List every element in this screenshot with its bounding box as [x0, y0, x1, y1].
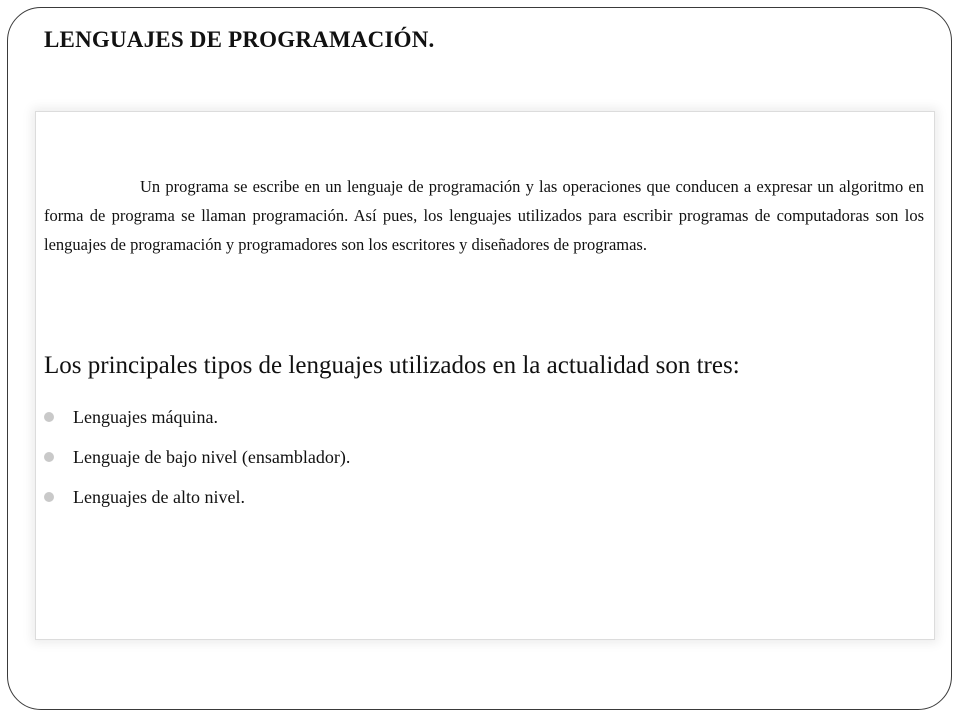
slide-title: LENGUAJES DE PROGRAMACIÓN. [44, 27, 435, 52]
bullet-text: Lenguajes de alto nivel. [73, 487, 245, 507]
content-box [35, 111, 935, 640]
bullet-icon [44, 412, 54, 422]
bullet-text: Lenguaje de bajo nivel (ensamblador). [73, 447, 351, 467]
intro-paragraph: Un programa se escribe en un lenguaje de programación y las operaciones que conducen a expresar un algoritmo en forma de programa se llaman programación. Así pues, los lenguajes utilizados para escribir programas de computadoras son los lenguajes de programación y programadores son los escritores y diseñadores de programas. [44, 177, 924, 254]
bullet-text: Lenguajes máquina. [73, 407, 218, 427]
section-heading: Los principales tipos de lenguajes utilizados en la actualidad son tres: [44, 352, 740, 379]
bullet-icon [44, 492, 54, 502]
bullet-icon [44, 452, 54, 462]
